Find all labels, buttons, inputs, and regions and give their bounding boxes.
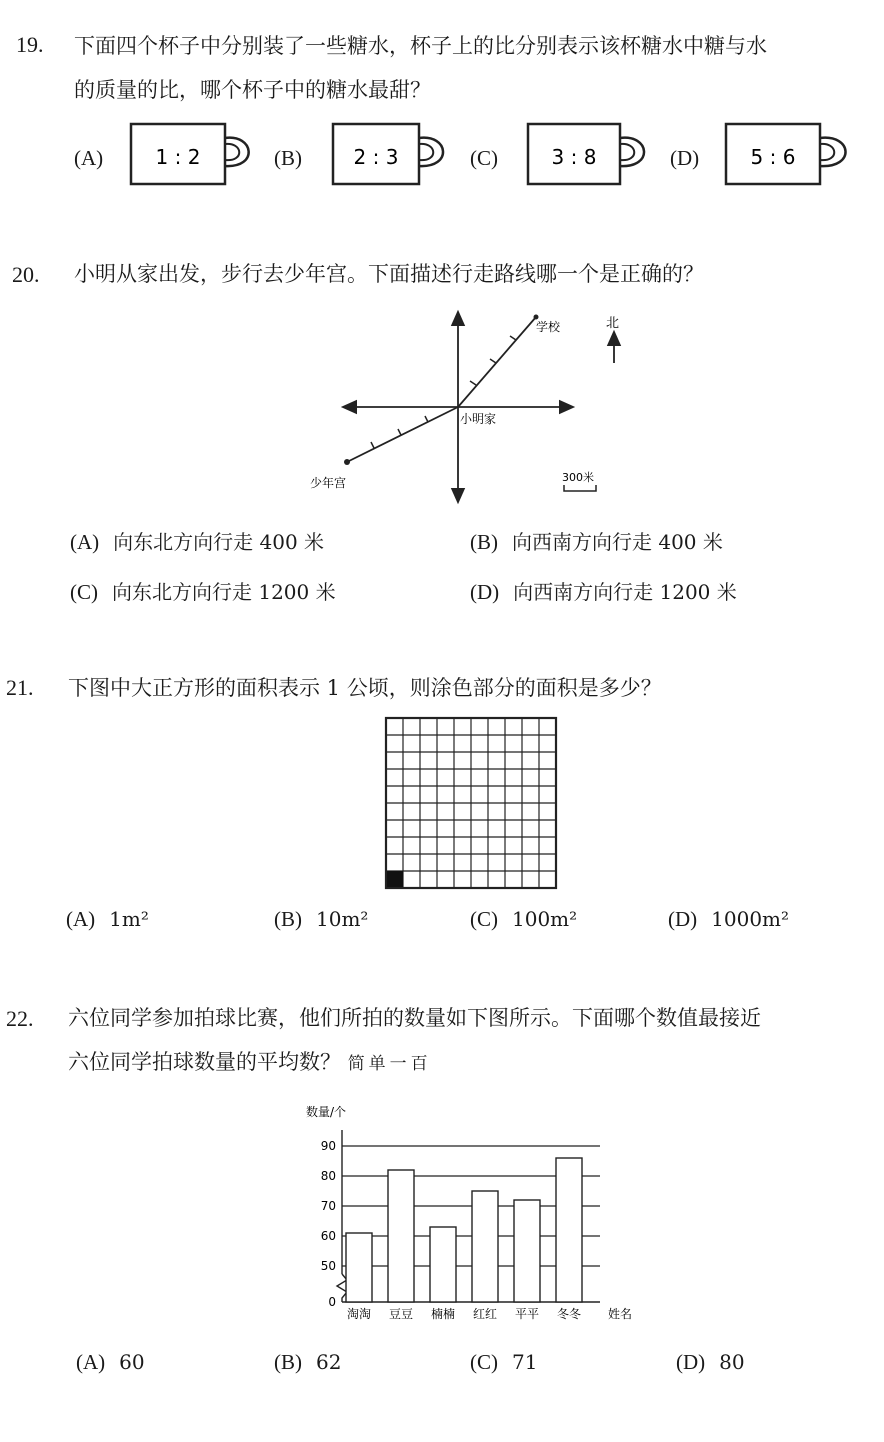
shaded-cell: [386, 871, 403, 888]
option-text: 100m²: [512, 907, 578, 931]
option-c[interactable]: [470, 907, 577, 932]
option-label: (A): [66, 907, 96, 931]
option-d[interactable]: [676, 1350, 745, 1375]
option-d[interactable]: [668, 907, 789, 932]
x-tick-label: 冬冬: [556, 1307, 582, 1321]
question-text: [68, 996, 761, 1086]
question-number: 19.: [16, 32, 44, 57]
option-label[interactable]: (A): [74, 146, 104, 170]
y-tick-label: 70: [320, 1199, 336, 1213]
option-b[interactable]: [274, 907, 368, 932]
option-b[interactable]: [470, 526, 723, 555]
bar-chart: [300, 1100, 650, 1330]
option-text: 62: [316, 1350, 342, 1374]
note-text: 简单一百: [347, 1054, 432, 1074]
option-label[interactable]: (C): [470, 146, 498, 170]
x-axis-label: 姓名: [608, 1307, 633, 1321]
cup-options: [74, 120, 874, 190]
option-label: (A): [76, 1350, 106, 1374]
option-c[interactable]: [70, 576, 336, 605]
option-text: 向东北方向行走 1200 米: [112, 580, 336, 604]
scale-label: 300米: [562, 471, 594, 484]
bar: [346, 1233, 372, 1302]
option-label: (B): [470, 530, 498, 554]
y-tick-label: 80: [320, 1169, 336, 1183]
question-text: [74, 24, 767, 112]
bar: [514, 1200, 540, 1302]
option-text: 71: [512, 1350, 538, 1374]
question-line: 六位同学参加拍球比赛，他们所拍的数量如下图所示。下面哪个数值最接近: [68, 1006, 761, 1030]
option-a[interactable]: [76, 1350, 145, 1375]
option-text: 10m²: [316, 907, 369, 931]
cup-icon[interactable]: [129, 120, 259, 188]
option-a[interactable]: [70, 526, 324, 555]
question-line: 下面四个杯子中分别装了一些糖水，杯子上的比分别表示该杯糖水中糖与水: [74, 34, 767, 58]
route-to-school: [458, 317, 536, 407]
bar: [472, 1191, 498, 1302]
y-tick-label: 90: [320, 1139, 336, 1153]
question-number: 21.: [6, 675, 34, 700]
option-text: 1000m²: [711, 907, 790, 931]
scale-bar: [564, 485, 596, 491]
question-number: 20.: [12, 262, 40, 287]
school-label: 学校: [536, 320, 561, 334]
option-text: 1m²: [109, 907, 149, 931]
option-text: 向东北方向行走 400 米: [113, 530, 325, 554]
route-to-palace: [347, 407, 458, 462]
x-tick-label: 红红: [472, 1307, 498, 1321]
option-d[interactable]: [470, 576, 737, 605]
hectare-grid: [384, 716, 560, 892]
option-label: (D): [470, 580, 500, 604]
option-label: (B): [274, 1350, 302, 1374]
option-label[interactable]: (D): [670, 146, 700, 170]
bar: [556, 1158, 582, 1302]
question-text: 小明从家出发，步行去少年宫。下面描述行走路线哪一个是正确的？: [74, 262, 704, 286]
option-label: (A): [70, 530, 100, 554]
option-a[interactable]: [66, 907, 149, 932]
option-label: (D): [676, 1350, 706, 1374]
y-tick-label: 50: [320, 1259, 336, 1273]
question-line: 的质量的比，哪个杯子中的糖水最甜？: [74, 78, 431, 102]
y-tick-label: 0: [328, 1295, 336, 1309]
cup-ratio: 2 : 3: [353, 145, 399, 169]
palace-label: 少年宫: [310, 476, 347, 490]
question-line: [68, 1040, 761, 1086]
cup-icon[interactable]: [724, 120, 859, 188]
option-label[interactable]: (B): [274, 146, 302, 170]
x-tick-label: 淘淘: [346, 1307, 372, 1321]
option-label: (D): [668, 907, 698, 931]
bar: [388, 1170, 414, 1302]
x-tick-label: 豆豆: [388, 1307, 414, 1321]
option-text: 向西南方向行走 400 米: [512, 530, 723, 554]
option-label: (B): [274, 907, 302, 931]
option-b[interactable]: [274, 1350, 341, 1375]
cup-icon[interactable]: [331, 120, 461, 188]
option-label: (C): [70, 580, 98, 604]
y-axis-label: 数量/个: [306, 1105, 347, 1119]
x-tick-label: 楠楠: [430, 1307, 456, 1321]
cup-ratio: 1 : 2: [155, 145, 201, 169]
bar: [430, 1227, 456, 1302]
option-c[interactable]: [470, 1350, 537, 1375]
north-label: 北: [606, 316, 620, 331]
option-text: 60: [119, 1350, 145, 1374]
option-text: 80: [719, 1350, 745, 1374]
cup-ratio: 3 : 8: [551, 145, 597, 169]
cup-icon[interactable]: [526, 120, 656, 188]
question-text: 下图中大正方形的面积表示 1 公顷，则涂色部分的面积是多少？: [68, 676, 662, 700]
home-label: 小明家: [460, 412, 497, 426]
route-map: [300, 305, 660, 505]
cup-ratio: 5 : 6: [750, 145, 796, 169]
x-tick-label: 平平: [514, 1307, 540, 1321]
option-label: (C): [470, 907, 498, 931]
y-tick-label: 60: [320, 1229, 336, 1243]
question-line-text: 六位同学拍球数量的平均数？: [68, 1050, 341, 1074]
option-text: 向西南方向行走 1200 米: [513, 580, 737, 604]
question-number: 22.: [6, 1006, 34, 1031]
option-label: (C): [470, 1350, 498, 1374]
